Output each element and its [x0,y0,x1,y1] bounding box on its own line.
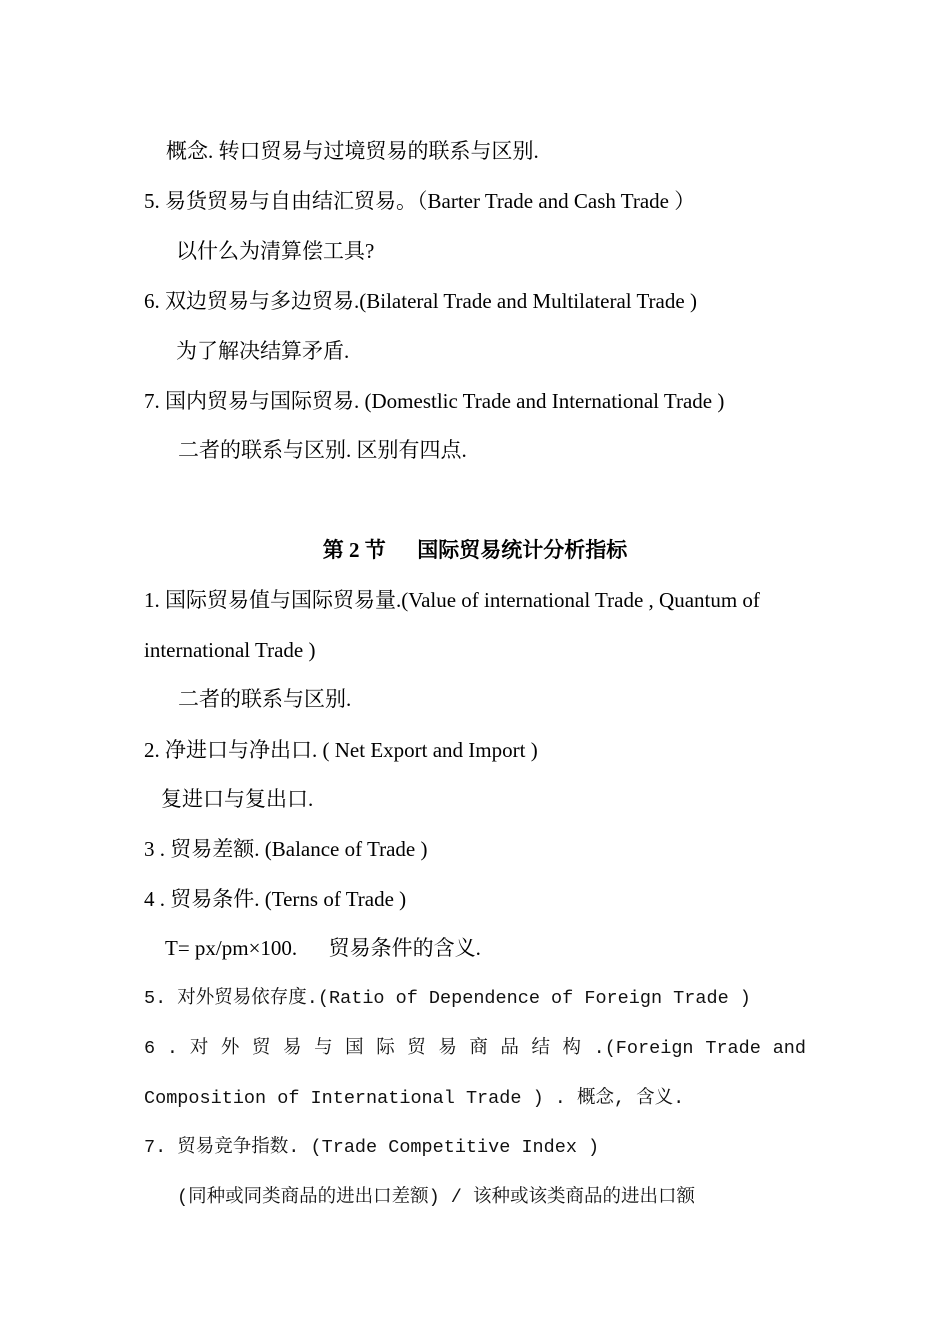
line-balance-of-trade: 3 . 贸易差额. (Balance of Trade ) [144,837,428,861]
line-terms-formula: T= px/pm×100. 贸易条件的含义. [165,936,481,960]
line-commodity-structure-cont: Composition of International Trade ) . 概念, 含义. [144,1088,685,1109]
line-trade-value-quantum: 1. 国际贸易值与国际贸易量.(Value of international Trade , Quantum of [144,588,760,612]
line-competitive-index: 7. 贸易竞争指数. (Trade Competitive Index ) [144,1137,600,1158]
line-bilateral-trade: 6. 双边贸易与多边贸易.(Bilateral Trade and Multilateral Trade ) [144,289,697,313]
line-four-differences: 二者的联系与区别. 区别有四点. [178,438,467,462]
line-terms-of-trade: 4 . 贸易条件. (Terns of Trade ) [144,887,407,911]
line-transit-trade-concept: 概念. 转口贸易与过境贸易的联系与区别. [166,139,539,163]
line-relation-difference: 二者的联系与区别. [178,687,352,711]
section-heading: 第 2 节 国际贸易统计分析指标 [322,538,628,562]
line-domestic-international-trade: 7. 国内贸易与国际贸易. (Domestlic Trade and International Trade ) [144,389,725,413]
line-settlement-conflict: 为了解决结算矛盾. [176,339,350,363]
line-commodity-structure: 6 . 对 外 贸 易 与 国 际 贸 易 商 品 结 构 .(Foreign Trade and [144,1038,806,1059]
line-index-formula: (同种或同类商品的进出口差额) / 该种或该类商品的进出口额 [177,1187,696,1208]
line-net-export-import: 2. 净进口与净出口. ( Net Export and Import ) [144,738,538,762]
line-trade-value-quantum-cont: international Trade ) [144,638,316,662]
line-re-import-export: 复进口与复出口. [161,787,314,811]
line-barter-trade: 5. 易货贸易与自由结汇贸易。（Barter Trade and Cash Trade ） [144,189,696,213]
line-clearing-tool: 以什么为清算偿工具? [176,239,375,263]
line-dependence-ratio: 5. 对外贸易依存度.(Ratio of Dependence of Foreign Trade ) [144,988,751,1009]
